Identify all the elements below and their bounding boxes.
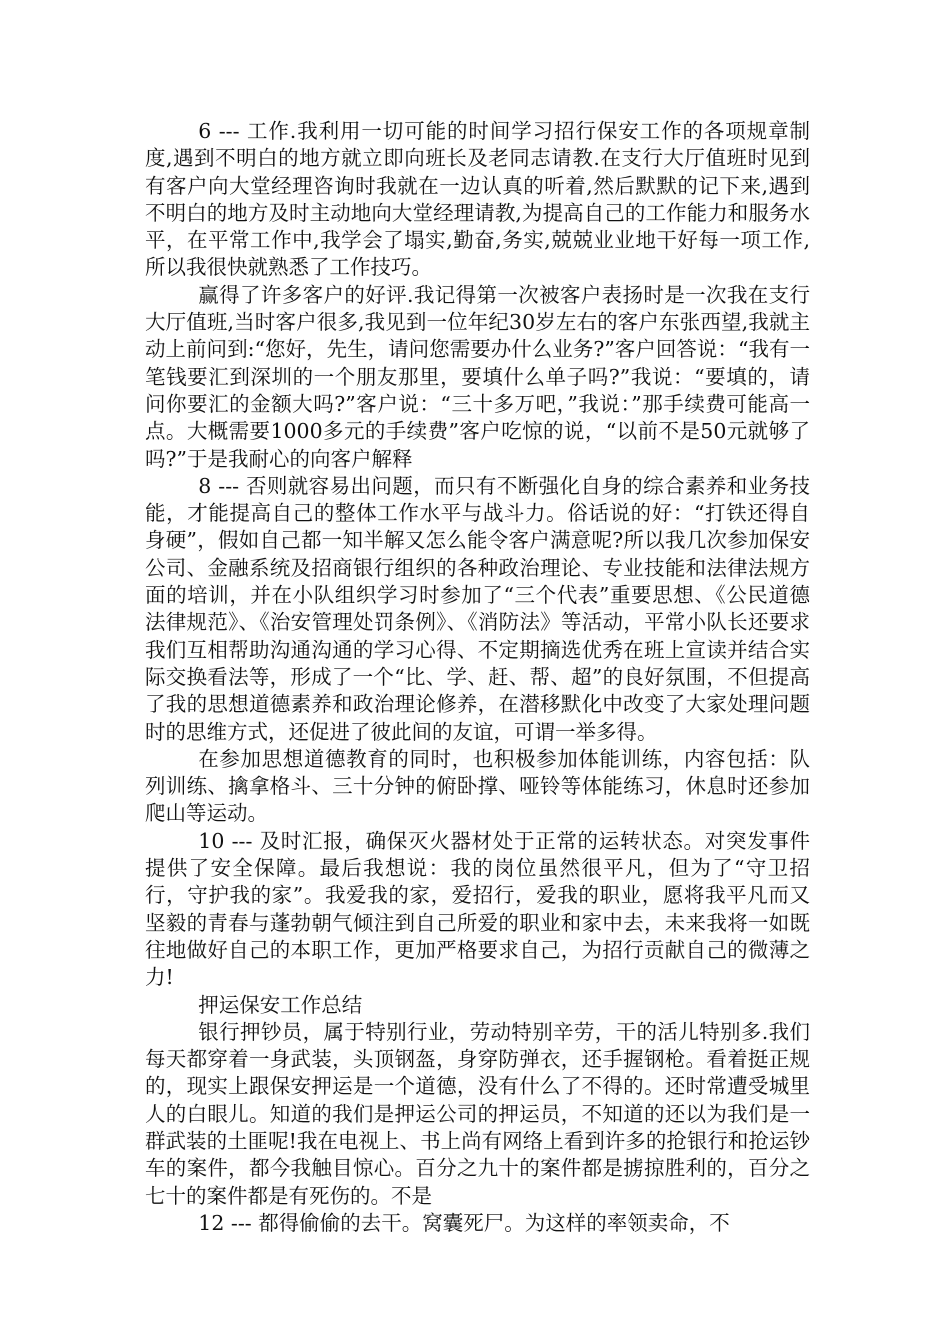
paragraph: 8 --- 否则就容易出问题，而只有不断强化自身的综合素养和业务技能，才能提高自己的整体工作水平与战斗力。俗话说的好：“打铁还得自身硬”，假如自己都一知半解又怎么能令客户满意呢?所以我几次参加保安公司、金融系统及招商银行组织的各种政治理论、专业技能和法律法规方面的培训，并在小队组织学习时参加了“三个代表”重要思想、《公民道德法律规范》、《治安管理处罚条例》、《消防法》等活动，平常小队长还要求我们互相帮助沟通沟通的学习心得、不定期摘选优秀在班上宣读并结合实际交换看法等，形成了一个“比、学、赶、帮、超”的良好氛围，不但提高了我的思想道德素养和政治理论修养，在潜移默化中改变了大家处理问题时的思维方式，还促进了彼此间的友谊，可谓一举多得。 xyxy=(145,473,810,744)
paragraph: 12 --- 都得偷偷的去干。窝囊死尸。为这样的率领卖命，不 xyxy=(198,1210,730,1235)
paragraph: 10 --- 及时汇报，确保灭火器材处于正常的运转状态。对突发事件提供了安全保障。最后我想说：我的岗位虽然很平凡，但为了“守卫招行，守护我的家”。我爱我的家，爱招行，爱我的职业，愿将我平凡而又坚毅的青春与蓬勃朝气倾注到自己所爱的职业和家中去，未来我将一如既往地做好自己的本职工作，更加严格要求自己，为招行贡献自己的微薄之力! xyxy=(145,828,810,990)
paragraph: 银行押钞员，属于特别行业，劳动特别辛劳，干的活儿特别多.我们每天都穿着一身武装，头顶钢盔，身穿防弹衣，还手握钢枪。看着挺正规的，现实上跟保安押运是一个道德，没有什么了不得的。还时常遭受城里人的白眼儿。知道的我们是押运公司的押运员，不知道的还以为我们是一群武装的土匪呢!我在电视上、书上尚有网络上看到许多的抢银行和抢运钞车的案件，都今我触目惊心。百分之九十的案件都是掳掠胜利的，百分之七十的案件都是有死伤的。不是 xyxy=(145,1019,810,1208)
section-title: 押运保安工作总结 xyxy=(198,992,363,1017)
paragraph: 在参加思想道德教育的同时，也积极参加体能训练，内容包括：队列训练、擒拿格斗、三十分钟的俯卧撑、哑铃等体能练习，休息时还参加爬山等运动。 xyxy=(145,746,810,826)
paragraph: 赢得了许多客户的好评.我记得第一次被客户表扬时是一次我在支行大厅值班,当时客户很多,我见到一位年纪30岁左右的客户东张西望,我就主动上前问到:“您好，先生，请问您需要办什么业务?”客户回答说：“我有一笔钱要汇到深圳的一个朋友那里，要填什么单子吗?”我说：“要填的，请问你要汇的金额大吗?”客户说：“三十多万吧，”我说：”那手续费可能高一点。大概需要1000多元的手续费”客户吃惊的说，“以前不是50元就够了吗?”于是我耐心的向客户解释 xyxy=(145,282,810,471)
document-page xyxy=(145,118,810,1237)
paragraph: 6 --- 工作.我利用一切可能的时间学习招行保安工作的各项规章制度,遇到不明白的地方就立即向班长及老同志请教.在支行大厅值班时见到有客户向大堂经理咨询时我就在一边认真的听着,然后默默的记下来,遇到不明白的地方及时主动地向大堂经理请教,为提高自己的工作能力和服务水平，在平常工作中,我学会了塌实,勤奋,务实,兢兢业业地干好每一项工作,所以我很快就熟悉了工作技巧。 xyxy=(145,119,810,280)
